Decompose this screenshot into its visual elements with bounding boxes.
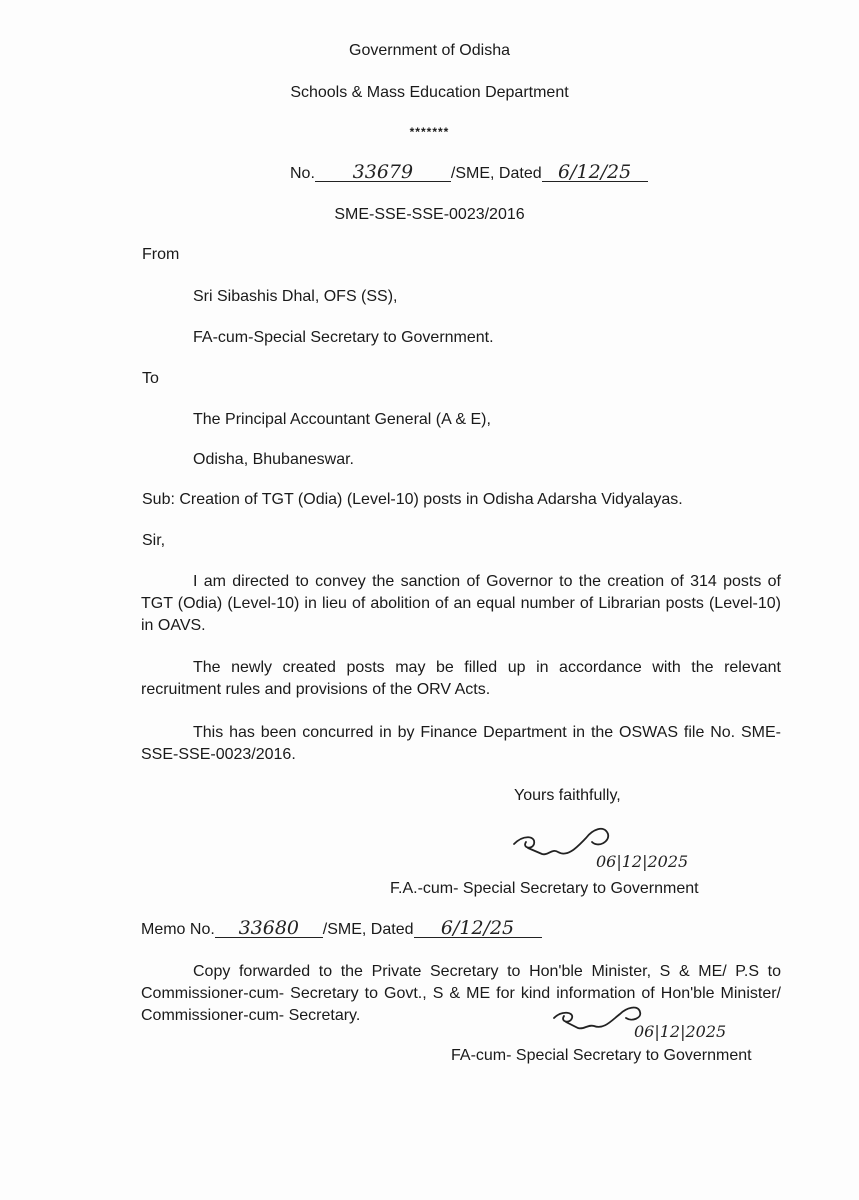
signature-2-designation: FA-cum- Special Secretary to Government xyxy=(451,1047,752,1064)
signature-2-date: 06|12|2025 xyxy=(634,1022,727,1041)
to-line2: Odisha, Bhubaneswar. xyxy=(193,451,354,468)
body-paragraph-3-text: This has been concurred in by Finance Department in the OSWAS file No. SME-SSE-SSE-0023/2016. xyxy=(141,724,781,763)
from-label: From xyxy=(142,246,180,263)
memo-suffix: /SME, Dated xyxy=(322,921,414,938)
subject-line: Sub: Creation of TGT (Odia) (Level-10) posts in Odisha Adarsha Vidyalayas. xyxy=(142,491,683,508)
memo-paragraph-text: Copy forwarded to the Private Secretary to Hon'ble Minister, S & ME/ P.S to Commissioner-cum- Secretary to Govt., S & ME for kind information of Hon'ble Minister/ Commissioner-cum- Secretary. xyxy=(141,963,781,1024)
body-paragraph-1-text: I am directed to convey the sanction of Governor to the creation of 314 posts of TGT (Odia) (Level-10) in lieu of abolition of an equal number of Librarian posts (Level-10) in OAVS. xyxy=(141,573,781,634)
to-label: To xyxy=(142,370,159,387)
header-department: Schools & Mass Education Department xyxy=(290,84,569,101)
header-stars: ******* xyxy=(409,125,450,139)
signature-1-date: 06|12|2025 xyxy=(596,852,689,871)
from-name: Sri Sibashis Dhal, OFS (SS), xyxy=(193,288,398,305)
reference-no-label: No. xyxy=(290,165,315,182)
memo-line xyxy=(141,919,542,940)
reference-no-value: 33679 xyxy=(315,163,451,182)
body-paragraph-2 xyxy=(141,657,781,701)
reference-line xyxy=(290,163,648,184)
memo-label: Memo No. xyxy=(141,921,215,938)
header-government: Government of Odisha xyxy=(349,42,510,59)
to-line1: The Principal Accountant General (A & E), xyxy=(193,411,491,428)
body-paragraph-1 xyxy=(141,571,781,637)
body-paragraph-2-text: The newly created posts may be filled up in accordance with the relevant recruitment rules and provisions of the ORV Acts. xyxy=(141,659,781,698)
reference-file-no: SME-SSE-SSE-0023/2016 xyxy=(334,206,525,223)
closing: Yours faithfully, xyxy=(514,787,621,804)
reference-date: 6/12/25 xyxy=(542,163,648,182)
signature-1-designation: F.A.-cum- Special Secretary to Government xyxy=(390,880,699,897)
body-paragraph-3 xyxy=(141,722,781,766)
from-designation: FA-cum-Special Secretary to Government. xyxy=(193,329,494,346)
memo-paragraph xyxy=(141,961,781,1027)
memo-date: 6/12/25 xyxy=(414,919,542,938)
reference-suffix: /SME, Dated xyxy=(450,165,542,182)
memo-no-value: 33680 xyxy=(215,919,323,938)
salutation: Sir, xyxy=(142,532,166,549)
